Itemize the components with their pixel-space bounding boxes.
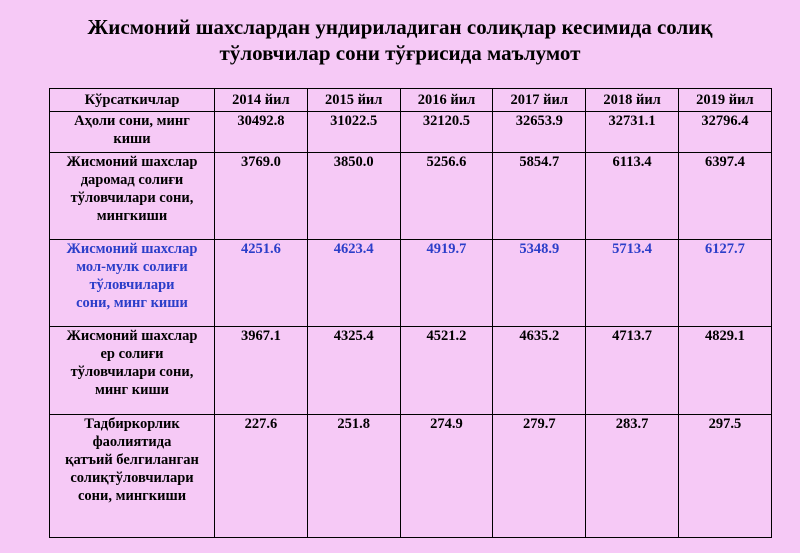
- table-cell: 4829.1: [678, 327, 771, 415]
- table-cell: 274.9: [400, 415, 493, 538]
- column-header: 2016 йил: [400, 89, 493, 112]
- table-row: [50, 415, 772, 538]
- row-label-line: қатъий белгиланган: [65, 452, 199, 468]
- table-row: [50, 327, 772, 415]
- table-cell: 32731.1: [586, 112, 679, 153]
- row-label-line: солиқтўловчилари: [70, 470, 194, 486]
- column-header: 2017 йил: [493, 89, 586, 112]
- table-cell: 32653.9: [493, 112, 586, 153]
- row-label-line: сони, мингкиши: [77, 488, 187, 504]
- row-label-line: Жисмоний шахслар: [66, 241, 198, 257]
- row-label-line: Жисмоний шахслар: [66, 328, 198, 344]
- row-label-line: киши: [113, 131, 151, 147]
- table-cell: 4521.2: [400, 327, 493, 415]
- row-label-line: Жисмоний шахслар: [66, 154, 198, 170]
- row-label-line: сони, минг киши: [76, 295, 188, 311]
- row-label-line: тўловчилари сони,: [70, 364, 194, 380]
- row-label-line: минг киши: [94, 382, 170, 398]
- row-label: [50, 153, 215, 240]
- row-label-line: фаолиятида: [92, 434, 172, 450]
- page-title: [0, 14, 800, 66]
- table-cell: 297.5: [678, 415, 771, 538]
- title-line-2: тўловчилар сони тўғрисида маълумот: [219, 41, 581, 65]
- table-cell: 31022.5: [307, 112, 400, 153]
- row-label-line: мингкиши: [96, 208, 168, 224]
- table-cell: 32120.5: [400, 112, 493, 153]
- table-header-row: [50, 89, 772, 112]
- column-header: 2018 йил: [586, 89, 679, 112]
- table-cell: 5854.7: [493, 153, 586, 240]
- table-cell: 3850.0: [307, 153, 400, 240]
- row-label-line: мол-мулк солиғи: [76, 259, 188, 275]
- table-cell: 30492.8: [215, 112, 308, 153]
- table-cell: 283.7: [586, 415, 679, 538]
- table-cell: 5256.6: [400, 153, 493, 240]
- column-header: 2019 йил: [678, 89, 771, 112]
- row-label-line: тўловчилари: [89, 277, 175, 293]
- column-header: Кўрсаткичлар: [50, 89, 215, 112]
- table-cell: 6113.4: [586, 153, 679, 240]
- table-cell: 6127.7: [678, 240, 771, 327]
- table-cell: 5713.4: [586, 240, 679, 327]
- table-cell: 3769.0: [215, 153, 308, 240]
- row-label: [50, 415, 215, 538]
- row-label: [50, 112, 215, 153]
- title-line-1: Жисмоний шахслардан ундириладиган солиқлар кесимида солиқ: [87, 15, 713, 39]
- table-cell: 32796.4: [678, 112, 771, 153]
- table-cell: 6397.4: [678, 153, 771, 240]
- taxpayers-table: [49, 88, 772, 538]
- row-label-line: Тадбиркорлик: [84, 416, 180, 432]
- table-row: [50, 153, 772, 240]
- column-header: 2014 йил: [215, 89, 308, 112]
- row-label-line: ер солиғи: [100, 346, 164, 362]
- column-header: 2015 йил: [307, 89, 400, 112]
- table-cell: 4251.6: [215, 240, 308, 327]
- row-label-line: тўловчилари сони,: [70, 190, 194, 206]
- row-label: [50, 327, 215, 415]
- table-cell: 3967.1: [215, 327, 308, 415]
- row-label-line: Аҳоли сони, минг: [74, 113, 190, 129]
- row-label-line: даромад солиғи: [80, 172, 184, 188]
- table-cell: 279.7: [493, 415, 586, 538]
- table-cell: 5348.9: [493, 240, 586, 327]
- table-cell: 4325.4: [307, 327, 400, 415]
- table-row-highlighted: [50, 240, 772, 327]
- table-cell: 4623.4: [307, 240, 400, 327]
- table-cell: 251.8: [307, 415, 400, 538]
- table-cell: 4919.7: [400, 240, 493, 327]
- table-cell: 4713.7: [586, 327, 679, 415]
- table-cell: 227.6: [215, 415, 308, 538]
- table-cell: 4635.2: [493, 327, 586, 415]
- row-label: [50, 240, 215, 327]
- table-row: [50, 112, 772, 153]
